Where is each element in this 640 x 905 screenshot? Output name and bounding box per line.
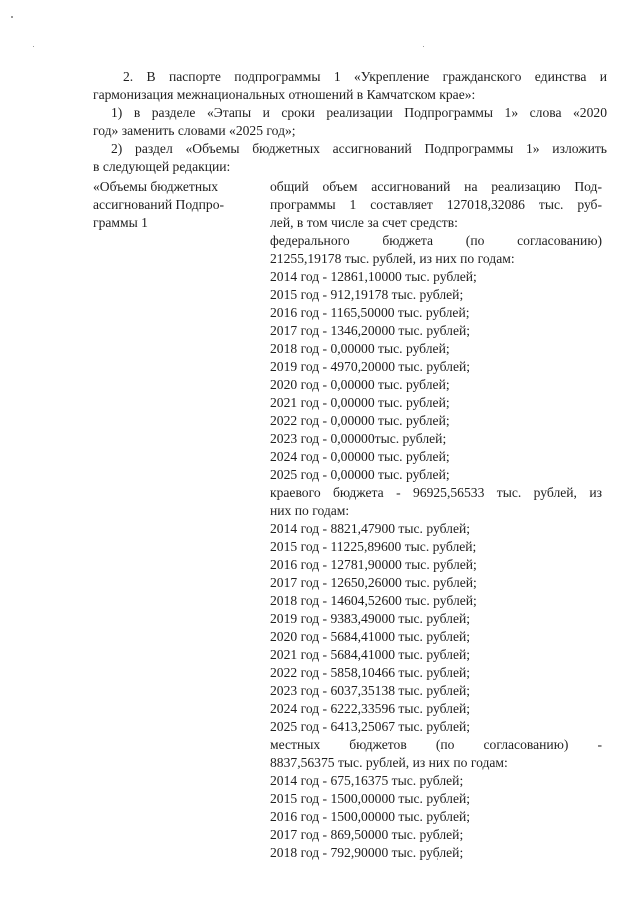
table-value-line: общий объем ассигнований на реализацию Под- (270, 179, 602, 194)
table-value-line: 2024 год - 0,00000 тыс. рублей; (270, 449, 450, 464)
table-value-line: 2019 год - 4970,20000 тыс. рублей; (270, 359, 471, 374)
paragraph-line: 2) раздел «Объемы бюджетных ассигнований Подпрограммы 1» изложить (111, 141, 607, 156)
table-value-line: 2015 год - 912,19178 тыс. рублей; (270, 287, 464, 302)
table-value-line: 2024 год - 6222,33596 тыс. рублей; (270, 701, 471, 716)
table-value-line: 2014 год - 12861,10000 тыс. рублей; (270, 269, 477, 284)
table-value-line: 2023 год - 0,00000тыс. рублей; (270, 431, 447, 446)
scan-speck (423, 46, 424, 47)
paragraph-line: год» заменить словами «2025 год»; (93, 123, 296, 138)
table-value-line: 2016 год - 1165,50000 тыс. рублей; (270, 305, 470, 320)
table-value-line: 2017 год - 1346,20000 тыс. рублей; (270, 323, 471, 338)
table-value-line: 2019 год - 9383,49000 тыс. рублей; (270, 611, 471, 626)
paragraph-line: 1) в разделе «Этапы и сроки реализации Подпрограммы 1» слова «2020 (111, 105, 607, 120)
table-value-line: 2015 год - 1500,00000 тыс. рублей; (270, 791, 471, 806)
table-value-line: 2014 год - 8821,47900 тыс. рублей; (270, 521, 471, 536)
table-value-line: 2017 год - 12650,26000 тыс. рублей; (270, 575, 477, 590)
paragraph-stages (93, 104, 607, 140)
table-value-line: 8837,56375 тыс. рублей, из них по годам: (270, 755, 508, 770)
paragraph-line: 2. В паспорте подпрограммы 1 «Укрепление гражданского единства и (123, 69, 607, 84)
table-value-line: федерального бюджета (по согласованию) (270, 233, 602, 248)
paragraph-line: в следующей редакции: (93, 159, 231, 174)
table-value-line: 2021 год - 0,00000 тыс. рублей; (270, 395, 450, 410)
table-value-line: программы 1 составляет 127018,32086 тыс. руб- (270, 197, 602, 212)
table-value-line: лей, в том числе за счет средств: (270, 215, 458, 230)
table-value-line: 2018 год - 0,00000 тыс. рублей; (270, 341, 450, 356)
table-value-line: 2016 год - 12781,90000 тыс. рублей; (270, 557, 477, 572)
table-value-cell (270, 178, 602, 862)
table-value-line: местных бюджетов (по согласованию) - (270, 737, 602, 752)
table-label-line: ассигнований Подпро- (93, 197, 225, 212)
table-value-line: них по годам: (270, 503, 350, 518)
table-value-line: 2022 год - 5858,10466 тыс. рублей; (270, 665, 471, 680)
table-value-line: 2014 год - 675,16375 тыс. рублей; (270, 773, 464, 788)
table-value-line: 2020 год - 5684,41000 тыс. рублей; (270, 629, 471, 644)
table-label-line: «Объемы бюджетных (93, 179, 219, 194)
scan-speck (11, 16, 13, 18)
table-value-line: 21255,19178 тыс. рублей, из них по годам: (270, 251, 515, 266)
table-value-line: 2025 год - 0,00000 тыс. рублей; (270, 467, 450, 482)
table-value-line: 2016 год - 1500,00000 тыс. рублей; (270, 809, 471, 824)
paragraph-budget-section (93, 140, 607, 176)
scan-speck (33, 46, 34, 47)
table-value-line: 2025 год - 6413,25067 тыс. рублей; (270, 719, 471, 734)
table-label-cell (93, 178, 243, 232)
table-value-line: 2017 год - 869,50000 тыс. рублей; (270, 827, 464, 842)
table-value-line: 2022 год - 0,00000 тыс. рублей; (270, 413, 450, 428)
table-value-line: 2018 год - 792,90000 тыс. рублей; (270, 845, 464, 860)
table-value-line: 2020 год - 0,00000 тыс. рублей; (270, 377, 450, 392)
table-value-line: 2018 год - 14604,52600 тыс. рублей; (270, 593, 477, 608)
table-label-line: граммы 1 (93, 215, 148, 230)
table-value-line: 2023 год - 6037,35138 тыс. рублей; (270, 683, 471, 698)
table-value-line: 2021 год - 5684,41000 тыс. рублей; (270, 647, 471, 662)
table-value-line: краевого бюджета - 96925,56533 тыс. рублей, из (270, 485, 602, 500)
table-value-line: 2015 год - 11225,89600 тыс. рублей; (270, 539, 477, 554)
paragraph-passport (93, 68, 607, 104)
paragraph-line: гармонизация межнациональных отношений в Камчатском крае»: (93, 87, 476, 102)
